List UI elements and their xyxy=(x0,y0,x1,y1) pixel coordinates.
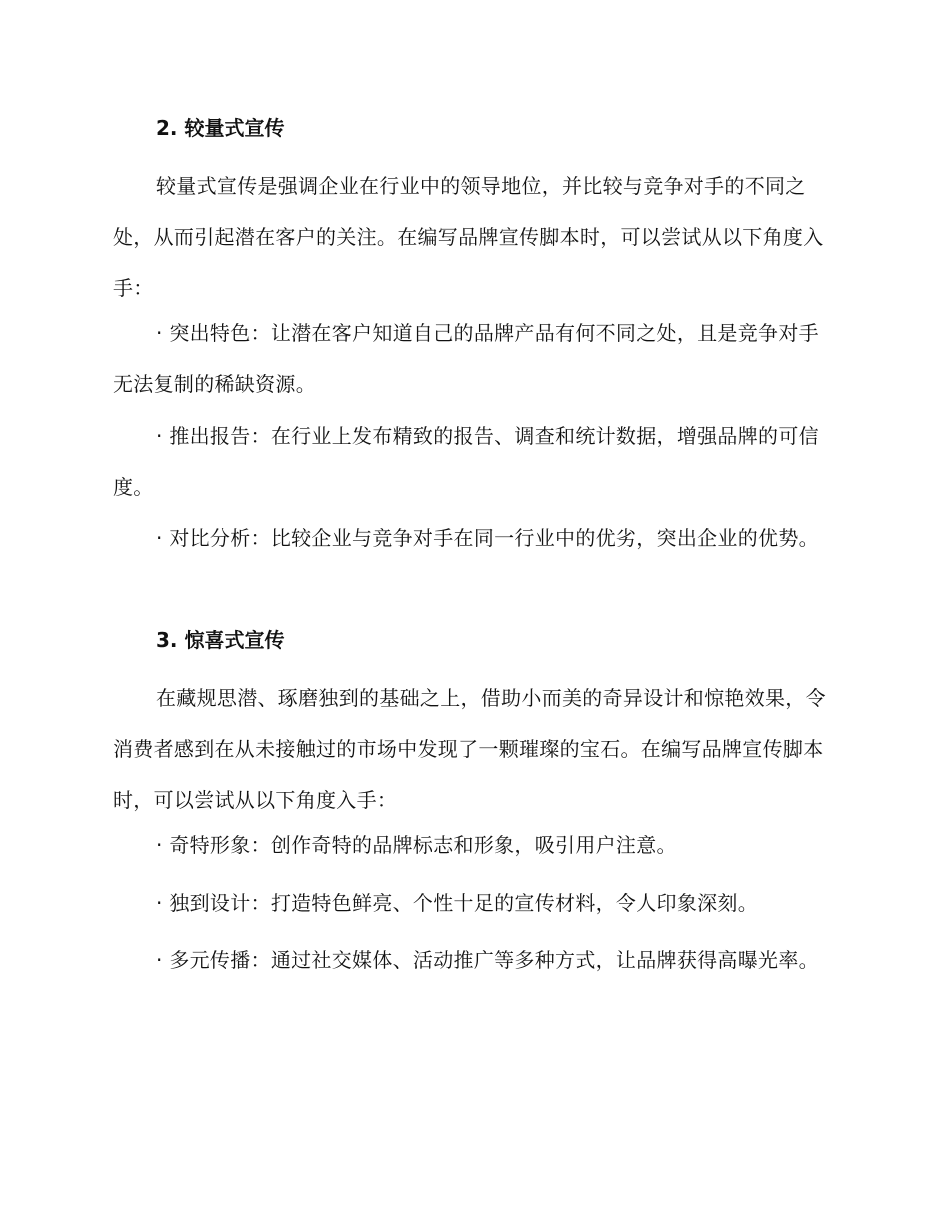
section-3-bullet-2: · 独到设计：打造特色鲜亮、个性十足的宣传材料，令人印象深刻。 xyxy=(156,891,759,915)
section-2-bullet-3: · 对比分析：比较企业与竞争对手在同一行业中的优劣，突出企业的优势。 xyxy=(156,526,819,550)
section-heading-2: 2. 较量式宣传 xyxy=(156,116,285,140)
section-3-bullet-1: · 奇特形象：创作奇特的品牌标志和形象，吸引用户注意。 xyxy=(156,833,677,857)
section-3-bullet-3: · 多元传播：通过社交媒体、活动推广等多种方式，让品牌获得高曝光率。 xyxy=(156,948,819,972)
section-3-intro: 在藏规思潜、琢磨独到的基础之上，借助小而美的奇异设计和惊艳效果，令消费者感到在从未接触过的市场中发现了一颗璀璨的宝石。在编写品牌宣传脚本时，可以尝试从以下角度入手： xyxy=(113,686,826,812)
section-2-intro: 较量式宣传是强调企业在行业中的领导地位，并比较与竞争对手的不同之处，从而引起潜在客户的关注。在编写品牌宣传脚本时，可以尝试从以下角度入手： xyxy=(113,174,824,300)
section-heading-3: 3. 惊喜式宣传 xyxy=(156,628,285,652)
section-2-bullet-1: · 突出特色：让潜在客户知道自己的品牌产品有何不同之处，且是竞争对手无法复制的稀缺资源。 xyxy=(113,321,819,396)
section-2-bullet-2: · 推出报告：在行业上发布精致的报告、调查和统计数据，增强品牌的可信度。 xyxy=(113,424,819,499)
